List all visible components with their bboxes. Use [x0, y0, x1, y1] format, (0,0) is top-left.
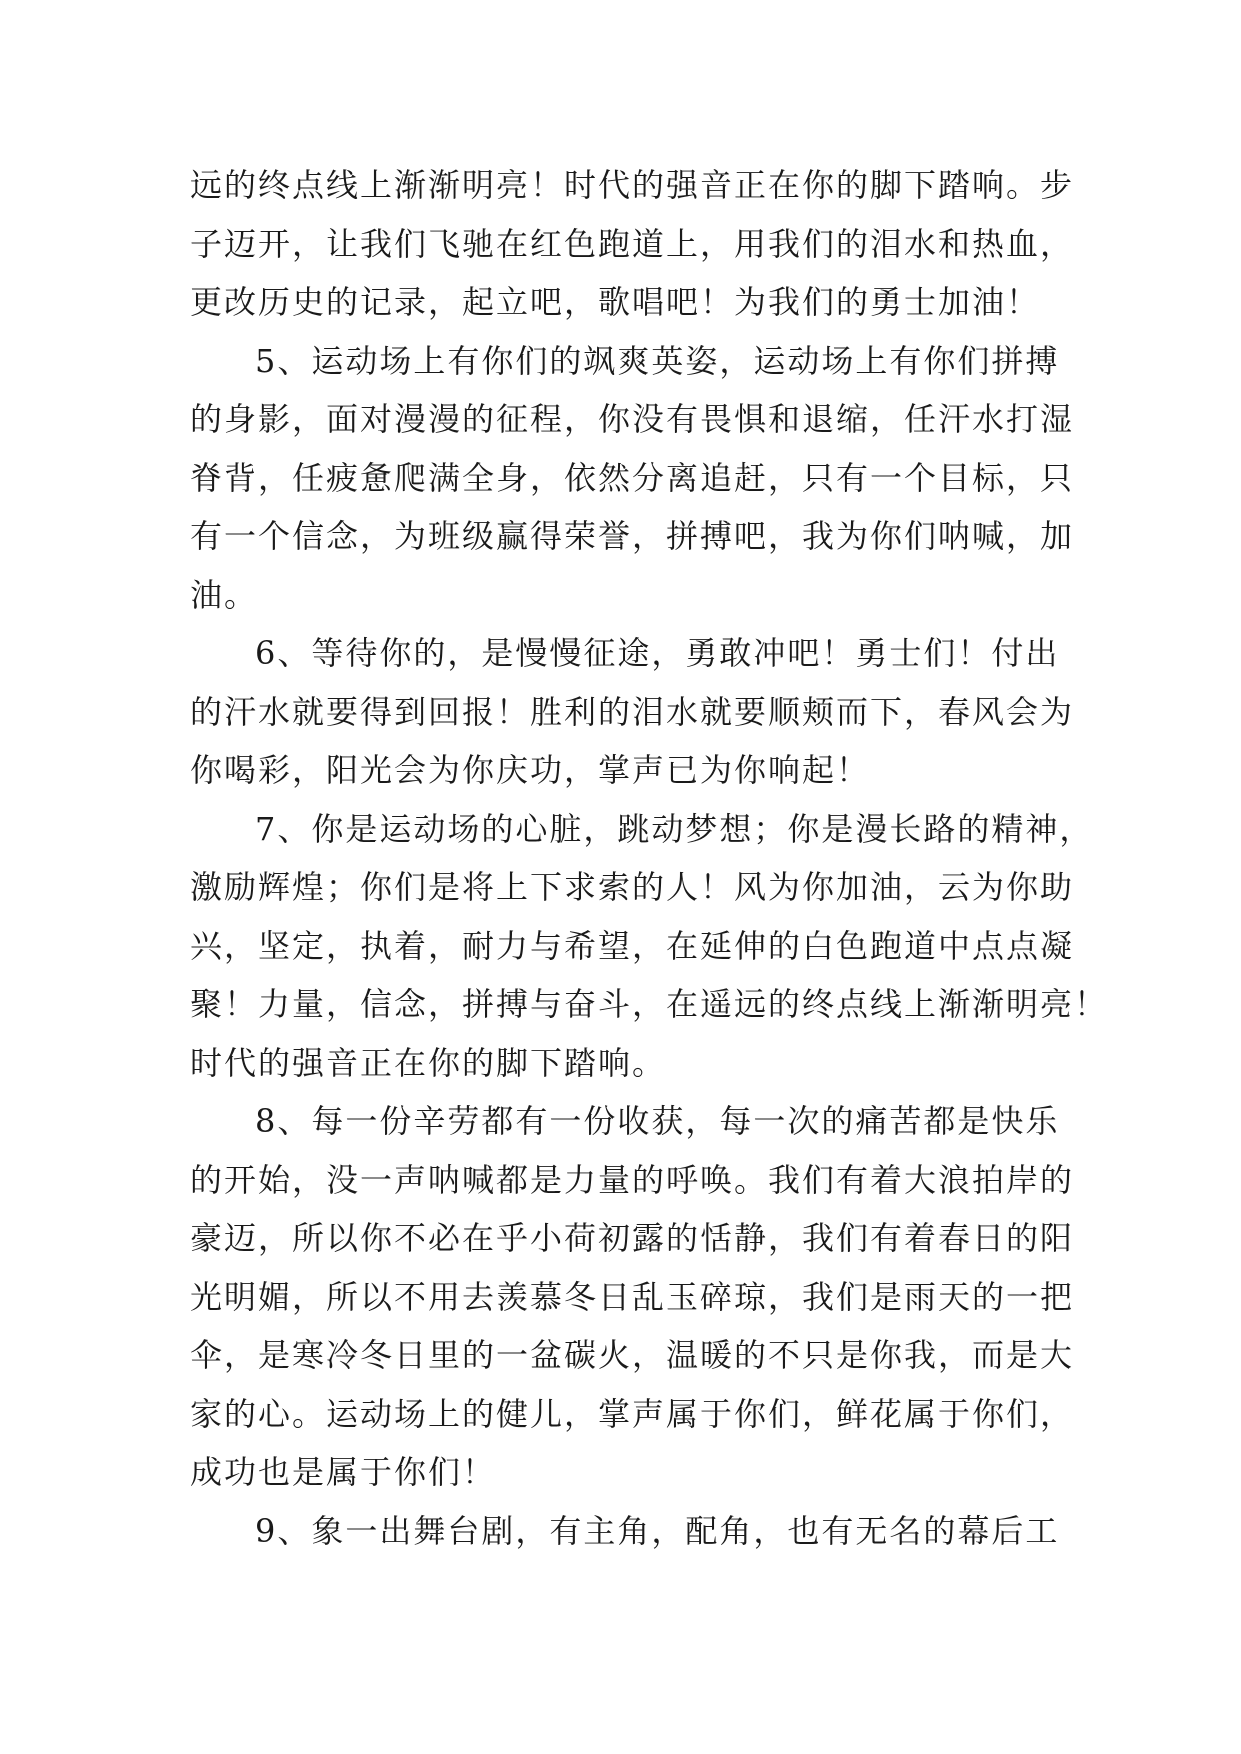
- text-line: 豪迈，所以你不必在乎小荷初露的恬静，我们有着春日的阳: [190, 1219, 1075, 1257]
- paragraph-7-start: 7、你是运动场的心脏，跳动梦想；你是漫长路的精神，: [255, 810, 1094, 848]
- text-line: 时代的强音正在你的脚下踏响。: [190, 1044, 667, 1082]
- text-line: 更改历史的记录，起立吧，歌唱吧！为我们的勇士加油！: [190, 283, 1041, 321]
- text-line: 子迈开，让我们飞驰在红色跑道上，用我们的泪水和热血，: [190, 225, 1075, 263]
- text-line: 你喝彩，阳光会为你庆功，掌声已为你响起！: [190, 751, 871, 789]
- text-line: 兴，坚定，执着，耐力与希望，在延伸的白色跑道中点点凝: [190, 927, 1075, 965]
- paragraph-8-start: 8、每一份辛劳都有一份收获，每一次的痛苦都是快乐: [255, 1102, 1060, 1140]
- text-line: 伞，是寒冷冬日里的一盆碳火，温暖的不只是你我，而是大: [190, 1336, 1075, 1374]
- text-line: 有一个信念，为班级赢得荣誉，拼搏吧，我为你们呐喊，加: [190, 517, 1075, 555]
- text-line: 的开始，没一声呐喊都是力量的呼唤。我们有着大浪拍岸的: [190, 1161, 1075, 1199]
- paragraph-5-start: 5、运动场上有你们的飒爽英姿，运动场上有你们拼搏: [255, 342, 1060, 380]
- text-line: 的身影，面对漫漫的征程，你没有畏惧和退缩，任汗水打湿: [190, 400, 1075, 438]
- paragraph-6-start: 6、等待你的，是慢慢征途，勇敢冲吧！勇士们！付出: [255, 634, 1060, 672]
- text-line: 激励辉煌；你们是将上下求索的人！风为你加油，云为你助: [190, 868, 1075, 906]
- text-line: 的汗水就要得到回报！胜利的泪水就要顺颊而下，春风会为: [190, 693, 1075, 731]
- text-line: 家的心。运动场上的健儿，掌声属于你们，鲜花属于你们，: [190, 1395, 1075, 1433]
- text-line: 聚！力量，信念，拼搏与奋斗，在遥远的终点线上渐渐明亮！: [190, 985, 1109, 1023]
- text-line: 光明媚，所以不用去羡慕冬日乱玉碎琼，我们是雨天的一把: [190, 1278, 1075, 1316]
- text-line: 远的终点线上渐渐明亮！时代的强音正在你的脚下踏响。步: [190, 166, 1075, 204]
- paragraph-9-start: 9、象一出舞台剧，有主角，配角，也有无名的幕后工: [255, 1512, 1060, 1550]
- text-line: 脊背，任疲惫爬满全身，依然分离追赶，只有一个目标，只: [190, 459, 1075, 497]
- text-line: 油。: [190, 576, 259, 614]
- text-line: 成功也是属于你们！: [190, 1453, 497, 1491]
